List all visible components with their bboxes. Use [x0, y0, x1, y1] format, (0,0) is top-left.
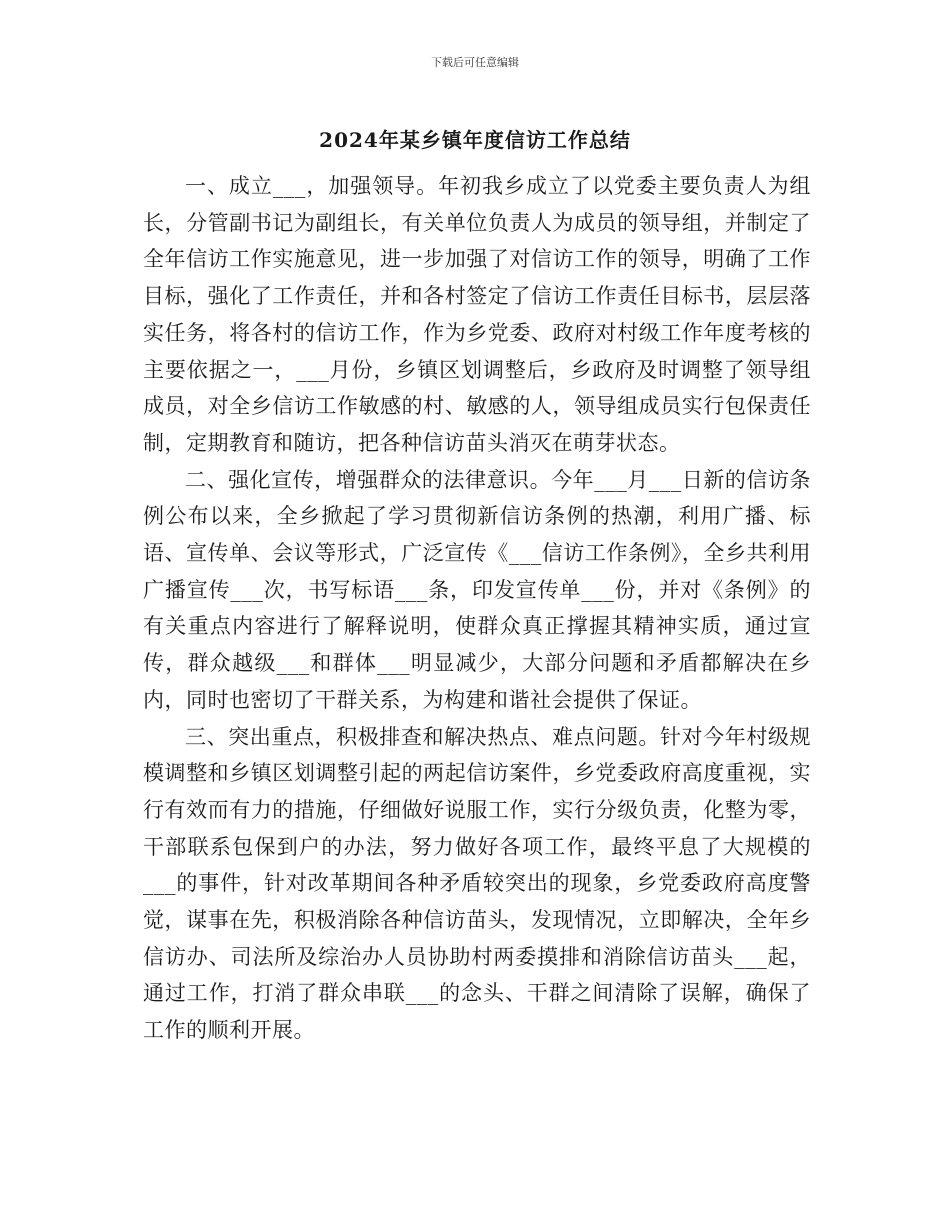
- header-note: 下载后可任意编辑: [431, 56, 519, 69]
- paragraph-2: 二、强化宣传，增强群众的法律意识。今年___月___日新的信访条例公布以来，全乡掀起了学习贯彻新信访条例的热潮，利用广播、标语、宣传单、会议等形式，广泛宣传《___信访工作条例》，全乡共利用广播宣传___次，书写标语___条，印发宣传单___份，并对《条例》的有关重点内容进行了解释说明，使群众真正撑握其精神实质，通过宣传，群众越级___和群体___明显减少，大部分问题和矛盾都解决在乡内，同时也密切了干群关系，为构建和谐社会提供了保证。: [143, 467, 811, 712]
- document-title: 2024年某乡镇年度信访工作总结: [319, 128, 631, 152]
- paragraph-1: 一、成立___，加强领导。年初我乡成立了以党委主要负责人为组长，分管副书记为副组长，有关单位负责人为成员的领导组，并制定了全年信访工作实施意见，进一步加强了对信访工作的领导，明确了工作目标，强化了工作责任，并和各村签定了信访工作责任目标书，层层落实任务，将各村的信访工作，作为乡党委、政府对村级工作年度考核的主要依据之一，___月份，乡镇区划调整后，乡政府及时调整了领导组成员，对全乡信访工作敏感的村、敏感的人，领导组成员实行包保责任制，定期教育和随访，把各种信访苗头消灭在萌芽状态。: [143, 174, 811, 455]
- document-body: [143, 168, 811, 1049]
- paragraph-3: 三、突出重点，积极排查和解决热点、难点问题。针对今年村级规模调整和乡镇区划调整引起的两起信访案件，乡党委政府高度重视，实行有效而有力的措施，仔细做好说服工作，实行分级负责，化整为零，干部联系包保到户的办法，努力做好各项工作，最终平息了大规模的___的事件，针对改革期间各种矛盾较突出的现象，乡党委政府高度警觉，谋事在先，积极消除各种信访苗头，发现情况，立即解决，全年乡信访办、司法所及综治办人员协助村两委摸排和消除信访苗头___起，通过工作，打消了群众串联___的念头、干群之间清除了误解，确保了工作的顺利开展。: [143, 724, 811, 1043]
